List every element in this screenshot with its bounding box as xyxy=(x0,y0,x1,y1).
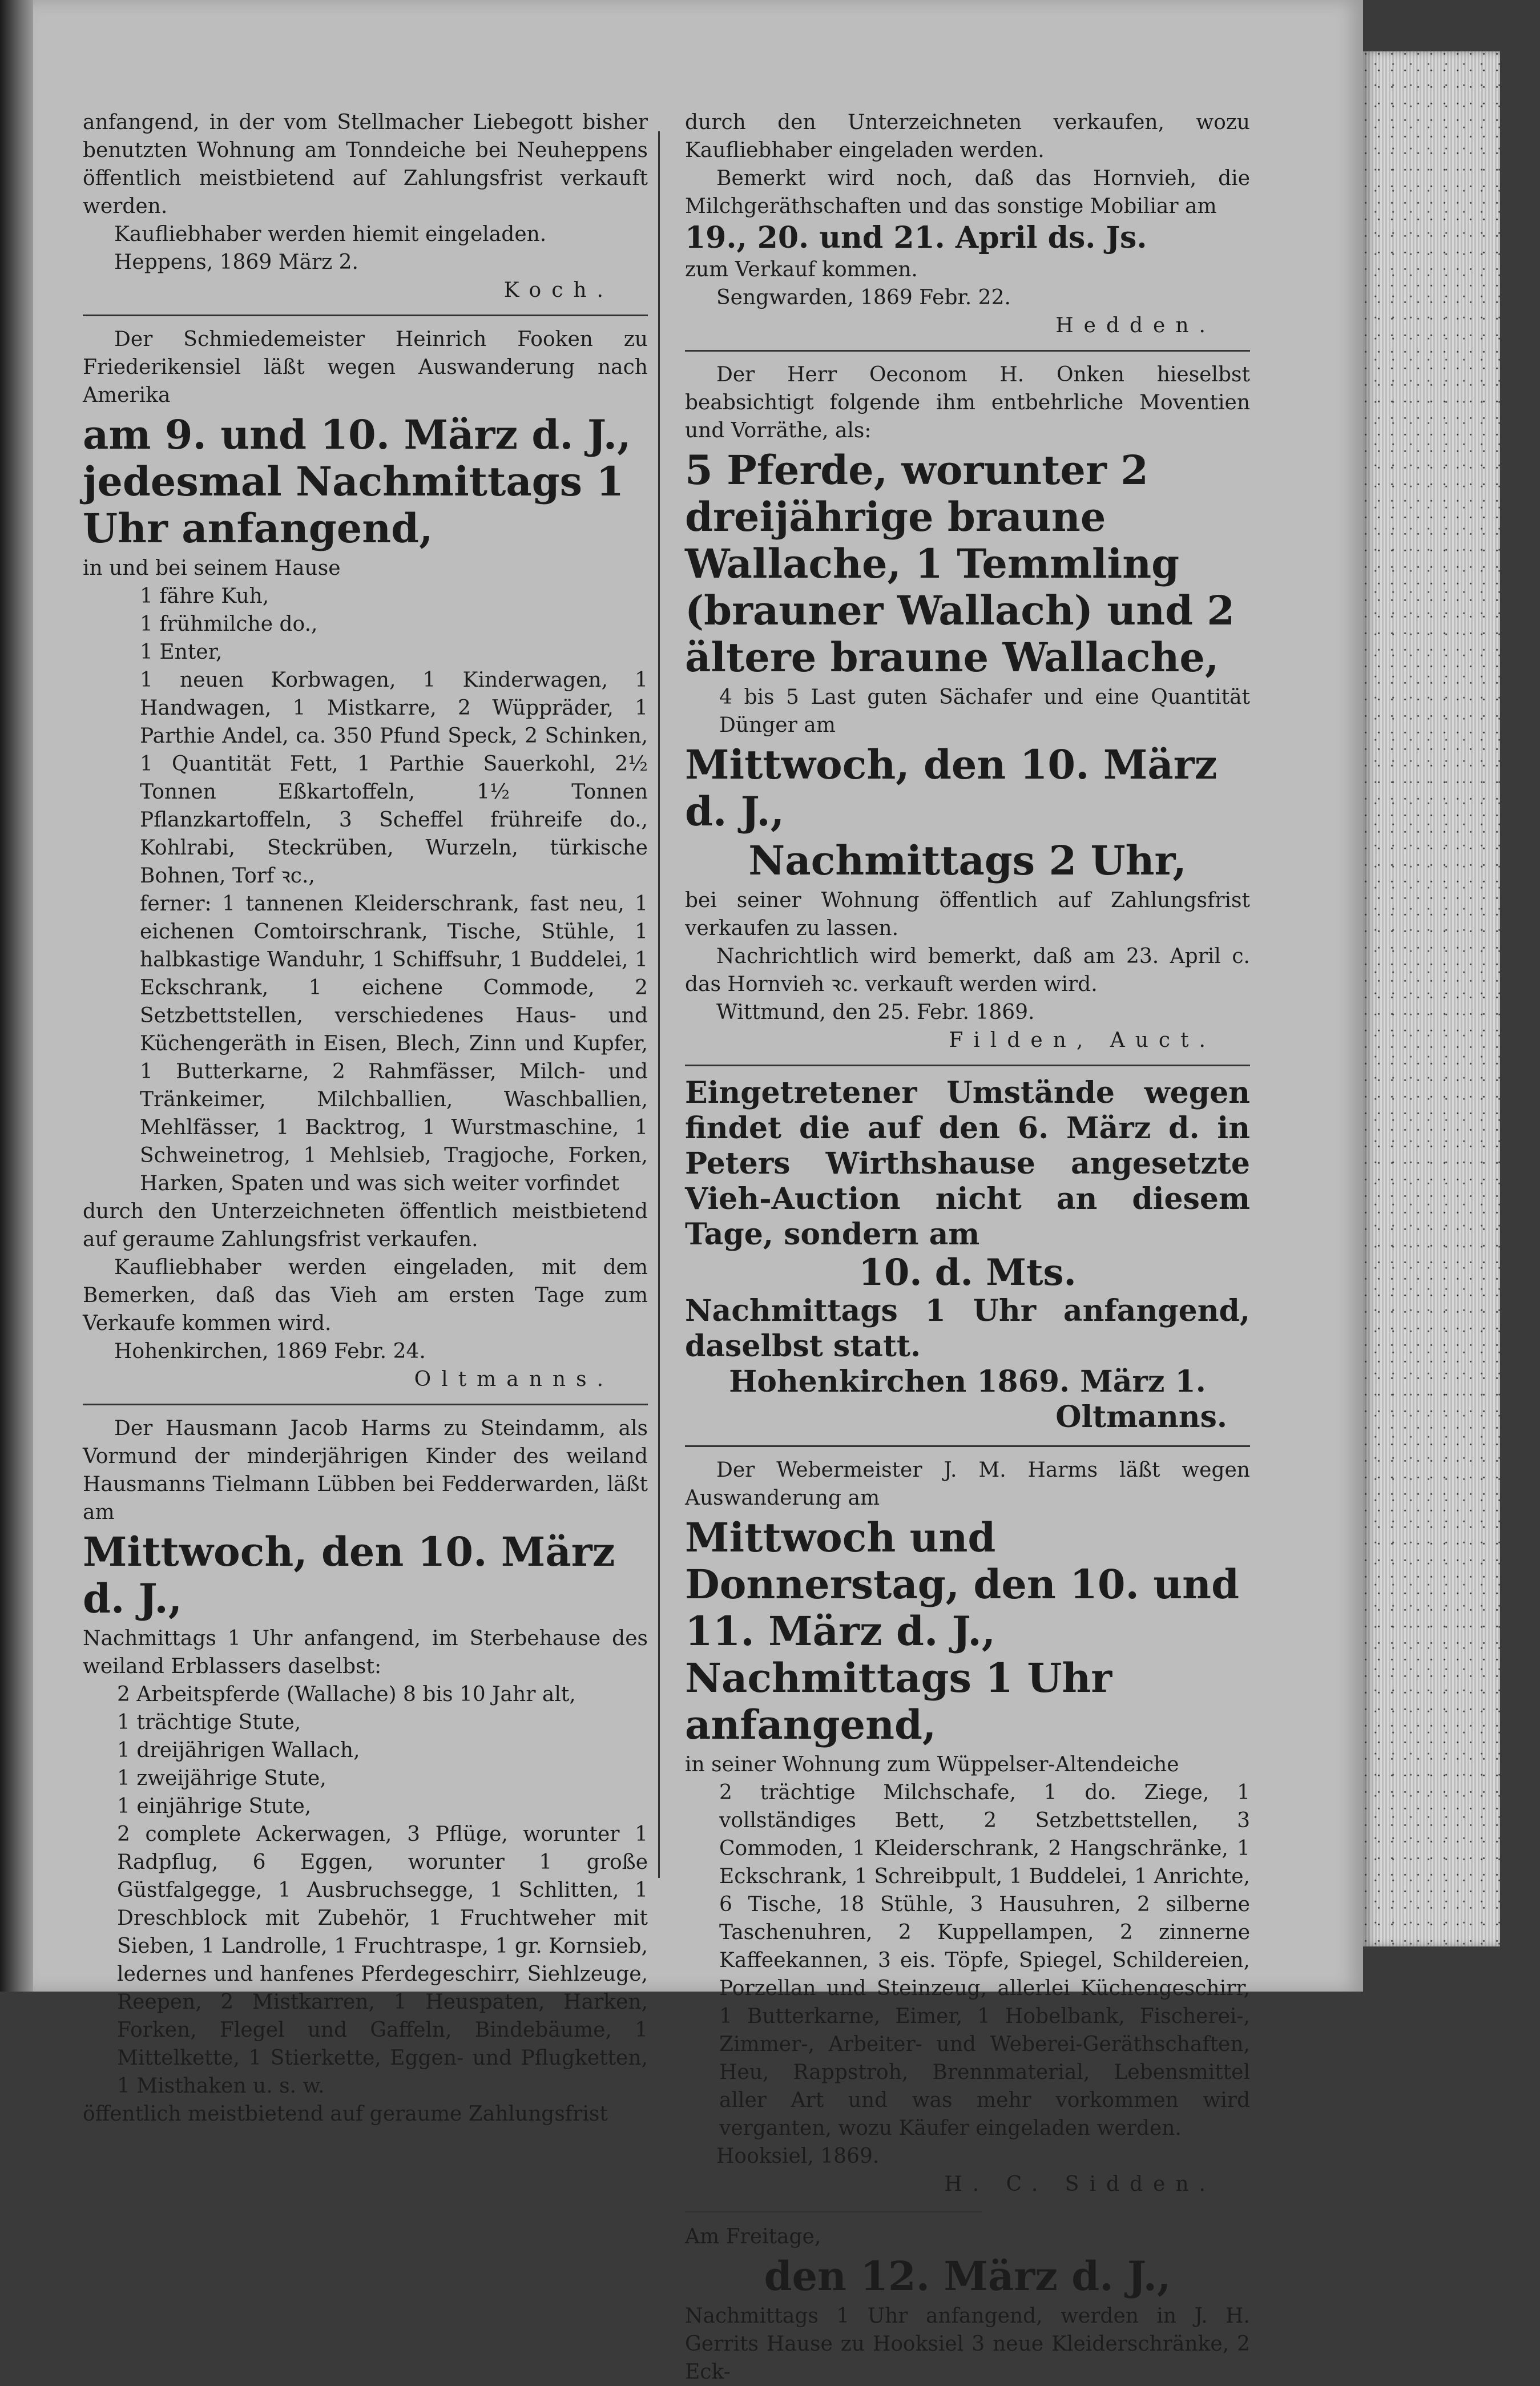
ad-2-item: 1 Enter, xyxy=(140,640,223,664)
ad-5-signature: Filden, Auct. xyxy=(949,1029,1216,1052)
ad-8-date-headline: den 12. März d. J., xyxy=(764,2252,1171,2300)
ad-5-location: bei seiner Wohnung öffentlich auf Zahlungsfrist verkaufen zu lassen. xyxy=(685,889,1250,940)
ad-6-date-headline: 10. d. Mts. xyxy=(858,1251,1077,1294)
ad-7-signature: H. C. Sidden. xyxy=(944,2173,1216,2196)
ad-1-invite: Kaufliebhaber werden hiemit eingeladen. xyxy=(114,223,547,246)
ad-6-signature: Oltmanns. xyxy=(1055,1400,1227,1434)
ad-3-item-list: 2 complete Ackerwagen, 3 Pflüge, worunter 1 Radpflug, 6 Eggen, worunter 1 große Güstfalgegge, 1 Ausbruchsegge, 1 Schlitten, 1 Dreschblock mit Zubehör, 1 Fruchtweher mit Sieben, 1 Landrolle, 1 Fruchtraspe, 1 gr. Kornsieb, ledernes und hanfenes Pferdegeschirr, Siehlzeuge, Reepen, 2 Mistkarren, 1 Heuspaten, Harken, Forken, Flegel und Gaffeln, Bindebäume, 1 Mittelkette, 1 Stierkette, Eggen- und Pflugketten, 1 Misthaken u. s. w. xyxy=(117,1823,648,2098)
ad-3-date-headline: Mittwoch, den 10. März d. J., xyxy=(83,1528,615,1622)
page-edges xyxy=(1363,51,1500,1946)
ad-5-note: Nachrichtlich wird bemerkt, daß am 23. April c. das Hornvieh ꝛc. verkauft werden wird. xyxy=(685,945,1250,996)
ad-1-place-date: Heppens, 1869 März 2. xyxy=(114,251,358,274)
column-rule xyxy=(658,131,660,1878)
ad-2-further-items: ferner: 1 tannenen Kleiderschrank, fast neu, 1 eichenen Comtoirschrank, Tische, Stühle, 1 halbkastige Wanduhr, 1 Schiffsuhr, 1 Buddelei, 1 Eckschrank, 1 eichene Commode, 2 Setzbettstellen, verschiedenes Haus- und Küchengeräth in Eisen, Blech, Zinn und Kupfer, 1 Butterkarne, 2 Rahmfässer, Milch- und Tränkeimer, Milchballien, Waschballien, Mehlfässer, 1 Backtrog, 1 Wurstmaschine, 1 Schweinetrog, 1 Mehlsieb, Tragjoche, Forken, Harken, Spaten und was sich weiter vorfindet xyxy=(140,892,648,1195)
ad-3-closing: öffentlich meistbietend auf geraume Zahlungsfrist xyxy=(83,2102,608,2126)
ad-2-place-date: Hohenkirchen, 1869 Febr. 24. xyxy=(114,1340,426,1363)
ad-2-item: 1 frühmilche do., xyxy=(140,612,318,636)
ad-separator xyxy=(685,2211,982,2212)
ad-4-dates: 19., 20. und 21. April ds. Js. xyxy=(685,220,1147,255)
ad-7-location: in seiner Wohnung zum Wüppelser-Altendeiche xyxy=(685,1753,1179,1776)
ad-2-location: in und bei seinem Hause xyxy=(83,557,341,580)
ad-6-place-date: Hohenkirchen 1869. März 1. xyxy=(729,1364,1206,1399)
ad-4-note: Bemerkt wird noch, daß das Hornvieh, die Milchgeräthschaften und das sonstige Mobiliar am xyxy=(685,167,1250,218)
ad-3-item: 2 Arbeitspferde (Wallache) 8 bis 10 Jahr alt, xyxy=(117,1683,576,1706)
ad-5-date-headline: Mittwoch, den 10. März d. J., xyxy=(685,741,1218,835)
ad-8-intro: Am Freitage, xyxy=(685,2225,821,2248)
left-column xyxy=(83,108,648,2128)
ad-4-text: durch den Unterzeichneten verkaufen, wozu Kaufliebhaber eingeladen werden. xyxy=(685,111,1250,162)
ad-separator xyxy=(685,1065,1250,1066)
ad-6-text: Eingetretener Umstände wegen findet die auf den 6. März d. in Peters Wirthshause angesetzte Vieh-Auction nicht an diesem Tage, sondern am xyxy=(685,1075,1250,1252)
right-column xyxy=(685,108,1250,2386)
ad-5-time-headline: Nachmittags 2 Uhr, xyxy=(748,837,1187,884)
ad-1-text: anfangend, in der vom Stellmacher Liebegott bisher benutzten Wohnung am Tonndeiche bei Neuheppens öffentlich meistbietend auf Zahlungsfrist verkauft werden. xyxy=(83,111,648,218)
ad-5-place-date: Wittmund, den 25. Febr. 1869. xyxy=(716,1001,1035,1024)
book-binding xyxy=(0,0,33,1992)
ad-2-date-headline: am 9. und 10. März d. J., jedesmal Nachmittags 1 Uhr anfangend, xyxy=(83,411,631,552)
ad-3-time: Nachmittags 1 Uhr anfangend, im Sterbehause des weiland Erblassers daselbst: xyxy=(83,1627,648,1678)
ad-2-closing: durch den Unterzeichneten öffentlich meistbietend auf geraume Zahlungsfrist verkaufen. xyxy=(83,1200,648,1251)
ad-4-tail: zum Verkauf kommen. xyxy=(685,258,918,281)
ad-5-intro: Der Herr Oeconom H. Onken hieselbst beabsichtigt folgende ihm entbehrliche Moventien und Vorräthe, als: xyxy=(685,363,1250,442)
ad-3-item: 1 trächtige Stute, xyxy=(117,1711,301,1734)
ad-1-signature: Koch. xyxy=(503,279,614,302)
ad-7-item-list: 2 trächtige Milchschafe, 1 do. Ziege, 1 vollständiges Bett, 2 Setzbettstellen, 3 Commoden, 1 Kleiderschrank, 2 Hangschränke, 1 Eckschrank, 1 Schreibpult, 1 Buddelei, 1 Anrichte, 6 Tische, 18 Stühle, 3 Hausuhren, 2 silberne Taschenuhren, 2 Kuppellampen, 2 zinnerne Kaffeekannen, 3 eis. Töpfe, Spiegel, Schildereien, Porzellan und Steinzeug, allerlei Küchengeschirr, 1 Butterkarne, Eimer, 1 Hobelbank, Fischerei-, Zimmer-, Arbeiter- und Weberei-Geräthschaften, Heu, Rappstroh, Brennmaterial, Lebensmittel aller Art und was mehr vorkommen wird verganten, wozu Käufer eingeladen werden. xyxy=(719,1781,1250,2140)
ad-4-place-date: Sengwarden, 1869 Febr. 22. xyxy=(716,286,1011,309)
ad-3-item: 1 dreijährigen Wallach, xyxy=(117,1739,360,1762)
ad-3-item: 1 zweijährige Stute, xyxy=(117,1767,326,1790)
ad-separator xyxy=(83,1404,648,1405)
ad-separator xyxy=(83,315,648,316)
ad-3-item: 1 einjährige Stute, xyxy=(117,1795,312,1818)
ad-2-intro: Der Schmiedemeister Heinrich Fooken zu Friederikensiel läßt wegen Auswanderung nach Amerika xyxy=(83,328,648,407)
ad-5-horses-headline: 5 Pferde, worunter 2 dreijährige braune Wallache, 1 Temmling (brauner Wallach) und 2 ältere braune Wallache, xyxy=(685,446,1235,681)
ad-4-signature: Hedden. xyxy=(1055,314,1216,337)
ad-separator xyxy=(685,1445,1250,1447)
ad-7-place-date: Hooksiel, 1869. xyxy=(716,2145,880,2168)
ad-2-invite: Kaufliebhaber werden eingeladen, mit dem Bemerken, daß das Vieh am ersten Tage zum Verkaufe kommen wird. xyxy=(83,1256,648,1335)
ad-2-item: 1 fähre Kuh, xyxy=(140,585,269,608)
ad-7-date-headline: Mittwoch und Donnerstag, den 10. und 11. März d. J., Nachmittags 1 Uhr anfangend, xyxy=(685,1514,1240,1748)
ad-5-more-items: 4 bis 5 Last guten Sächafer und eine Quantität Dünger am xyxy=(719,686,1250,737)
ad-2-item-list: 1 neuen Korbwagen, 1 Kinderwagen, 1 Handwagen, 1 Mistkarre, 2 Wüppräder, 1 Parthie Andel, ca. 350 Pfund Speck, 2 Schinken, 1 Quantität Fett, 1 Parthie Sauerkohl, 2½ Tonnen Eßkartoffeln, 1½ Tonnen Pflanzkartoffeln, 3 Scheffel frühreife do., Kohlrabi, Steckrüben, Wurzeln, türkische Bohnen, Torf ꝛc., xyxy=(140,668,648,888)
ad-6-time: Nachmittags 1 Uhr anfangend, daselbst statt. xyxy=(685,1293,1250,1364)
ad-separator xyxy=(685,350,1250,352)
ad-2-signature: Oltmanns. xyxy=(414,1368,614,1391)
ad-7-intro: Der Webermeister J. M. Harms läßt wegen Auswanderung am xyxy=(685,1458,1250,1510)
ad-8-text: Nachmittags 1 Uhr anfangend, werden in J. H. Gerrits Hause zu Hooksiel 3 neue Kleiderschränke, 2 Eck- xyxy=(685,2304,1250,2384)
ad-3-intro: Der Hausmann Jacob Harms zu Steindamm, als Vormund der minderjährigen Kinder des weiland Hausmanns Tielmann Lübben bei Fedderwarden, läßt am xyxy=(83,1417,648,1524)
